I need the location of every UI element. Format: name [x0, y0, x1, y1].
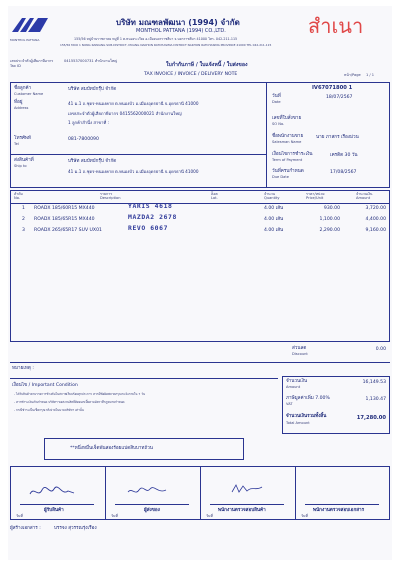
signature-date-label: วันที่ — [206, 514, 213, 518]
document-title-en: TAX INVOICE / INVOICE / DELIVERY NOTE — [144, 72, 238, 77]
document-title-th: ใบกำกับภาษี / ใบแจ้งหนี้ / ใบส่งของ — [166, 62, 248, 68]
sender-signature — [126, 484, 170, 498]
signature-label: พนักงานตรวจสอบเอกสาร — [313, 508, 365, 513]
conditions-title: เงื่อนไข / Important Condition — [12, 383, 78, 388]
remarks-top-rule — [10, 362, 390, 363]
ship-to-name: บริษัท สมบัทบักรุ๊ป จำกัด — [68, 159, 117, 164]
vat-label: ภาษีมูลค่าเพิ่ม 7.00% — [286, 396, 330, 401]
page-label: หน้า/Page — [344, 73, 361, 77]
signature-label: พนักงานตรวจสอบสินค้า — [218, 508, 266, 513]
tax-id-label: เลขประจำตัวผู้เสียภาษีอากร — [10, 59, 54, 63]
due-date-label-en: Due Date — [272, 175, 289, 179]
customer-phone: 081-7800090 — [68, 137, 99, 142]
row-no: 1 — [22, 206, 25, 211]
remark-label: หมายเหตุ : — [12, 366, 34, 371]
due-date-value: 17/08/2567 — [330, 170, 357, 175]
customer-address: 41 ม.1 ถ.ชุดร-หนองคาย ต.หนองบัว อ.เมืองอุดรธานี จ.อุดรธานี 41000 — [68, 101, 199, 106]
row-price: 1,100.00 — [319, 217, 340, 222]
row-quantity: 4.00 เส้น — [264, 228, 284, 233]
condition-line-1: - ได้รับสินค้าตามรายการข้างต้นในสภาพเรียบร้อยทุกประการ หากมีข้อผิดพลาดกรุณาแจ้งภายใน 7 วัน — [14, 392, 146, 396]
signature-divider — [200, 466, 201, 520]
company-name-th: บริษัท มณฑลพัฒนา (1994) จำกัด — [116, 18, 240, 27]
customer-box-divider — [266, 82, 267, 188]
table-row — [8, 202, 392, 217]
condition-line-3: - กรณีชำระเป็นเช็คกรุณาสั่งจ่ายในนามบริษัทฯ เท่านั้น — [14, 408, 84, 412]
so-label-en: SO No. — [272, 122, 285, 126]
signature-label: ผู้ส่งของ — [144, 508, 160, 513]
discount-label-en: Discount — [292, 352, 308, 356]
invoice-page — [8, 6, 392, 560]
ship-to-label: ส่งสินค้าที่ — [14, 158, 34, 163]
company-address-en: 155/56 MOO 1 NONG RAWIANG SUB-DISTRICT, MUANG NAKHON RATCHASIMA DISTRICT NAKHON RATCHASIMA PROVINCE 41000 TEL 042-211-115 — [60, 43, 272, 47]
row-price: 2,290.00 — [319, 228, 340, 233]
page-value: 1 / 1 — [366, 73, 375, 77]
address-label: ที่อยู่ — [14, 100, 23, 105]
row-handwritten-note: YARIS 4618 — [128, 202, 173, 210]
customer-tax-id: เลขประจำตัวผู้เสียภาษีอากร 0415562000021 สำนักงานใหญ่ — [68, 111, 182, 116]
company-logo — [10, 16, 52, 40]
date-value: 18/07/2567 — [326, 95, 353, 100]
customer-name: บริษัท สมบัทบักรุ๊ป จำกัด — [68, 87, 117, 92]
signature-date-label: วันที่ — [111, 514, 118, 518]
address-label-en: Address — [14, 106, 29, 110]
signature-line — [305, 504, 379, 505]
salesman-label-en: Salesman Name — [272, 140, 302, 144]
total-label: จำนวนเงินรวมทั้งสิ้น — [286, 414, 327, 419]
header-description: รายการ Description — [100, 192, 121, 201]
total-in-words: **หนึ่งหมื่นเจ็ดพันสองร้อยแปดสิบบาทถ้วน — [70, 446, 153, 451]
discount-value: 0.00 — [375, 347, 386, 352]
salesman-label: ชื่อพนักงานขาย — [272, 134, 304, 139]
items-header-divider — [10, 203, 390, 204]
discount-label: ส่วนลด — [292, 346, 307, 351]
customer-name-label-en: Customer Name — [14, 92, 44, 96]
header-amount: จำนวนเงิน Amount — [356, 192, 373, 201]
signature-line — [115, 504, 189, 505]
ship-to-address: 41 ม.1 ถ.ชุดร-หนองคาย ต.หนองบัว อ.เมืองอุดรธานี จ.อุดรธานี 41000 — [68, 169, 199, 174]
date-label: วันที่ — [272, 94, 281, 99]
amount-value: 16,149.53 — [362, 380, 386, 385]
row-handwritten-note: REVO 6067 — [128, 224, 169, 232]
row-amount: 4,400.00 — [365, 217, 386, 222]
amount-label-en: Amount — [286, 385, 301, 389]
vat-label-en: VAT — [286, 402, 293, 406]
receiver-signature — [28, 484, 78, 500]
terms-label-en: Term of Payment — [272, 158, 303, 162]
document-number: IV67071800 1 — [312, 85, 353, 91]
signature-line — [20, 504, 94, 505]
signature-line — [210, 504, 284, 505]
company-name-en: MONTHOL PATTANA (1994) CO.,LTD. — [136, 28, 226, 34]
printed-by-label: ผู้สร้างเอกสาร : — [10, 526, 41, 531]
condition-line-2: - หากชำระเงินเกินกำหนด บริษัทฯ ขอสงวนสิทธิ์คิดดอกเบี้ยตามอัตราที่กฎหมายกำหนด — [14, 400, 125, 404]
ship-to-divider — [10, 154, 266, 155]
signature-divider — [105, 466, 106, 520]
row-amount: 3,720.00 — [365, 206, 386, 211]
row-amount: 9,160.00 — [365, 228, 386, 233]
total-label-en: Total Amount — [286, 421, 310, 425]
checker-signature — [230, 482, 266, 496]
date-label-en: Date — [272, 100, 281, 104]
row-description: ROADX 185/60R15 MX440 — [34, 206, 95, 211]
logo-text: MONTHOL PATTANA — [10, 38, 40, 42]
header-quantity: จำนวน Quantity — [264, 192, 280, 201]
printed-by-value: บรรจง สุวรรณรุ่งเรือง — [54, 526, 97, 531]
signature-date-label: วันที่ — [16, 514, 23, 518]
header-lot: ล็อต Lot. — [211, 192, 218, 201]
so-label: เลขที่ใบสั่งขาย — [272, 116, 302, 121]
logo-mark-icon — [10, 16, 52, 34]
customer-branch: 1 ลูกค้าสำนึ่ง สาขาที่ : — [68, 120, 110, 125]
table-row — [8, 224, 392, 239]
row-price: 930.00 — [323, 206, 340, 211]
row-no: 2 — [22, 217, 25, 222]
header-no: ลำดับ No. — [14, 192, 23, 201]
row-description: ROADX 185/65R15 MX440 — [34, 217, 95, 222]
tax-id-value: 0415537000731 สำนักงานใหญ่ — [64, 59, 118, 63]
signature-divider — [295, 466, 296, 520]
terms-label: เงื่อนไขการชำระเงิน — [272, 152, 313, 157]
total-value: 17,280.00 — [356, 415, 386, 421]
terms-value: เครดิต 30 วัน — [330, 153, 358, 158]
row-handwritten-note: MAZDA2 2678 — [128, 213, 177, 221]
vat-value: 1,130.47 — [365, 397, 386, 402]
amount-label: จำนวนเงิน — [286, 379, 308, 384]
phone-label-en: Tel — [14, 142, 19, 146]
signature-label: ผู้รับสินค้า — [44, 508, 64, 513]
row-description: ROADX 265/65R17 SUV UX01 — [34, 228, 102, 233]
copy-stamp: สำเนา — [308, 14, 364, 38]
header-price: ราคา/หน่วย Price/Unit — [306, 192, 325, 201]
row-quantity: 4.00 เส้น — [264, 206, 284, 211]
tax-id-en: Tax ID — [10, 64, 21, 68]
signature-date-label: วันที่ — [301, 514, 308, 518]
ship-to-label-en: Ship to — [14, 164, 27, 168]
phone-label: โทรศัพท์ — [14, 136, 31, 141]
table-row — [8, 213, 392, 228]
company-address-th: 155/56 หมู่บ้านราชภาคย หมู่ที่ 1 ต.หนองระเวียง อ.เมืองนครราชสีมา จ.นครราชสีมา 41000 โทร. 042-211-115 — [74, 37, 238, 41]
remarks-bottom-rule — [10, 378, 278, 379]
row-quantity: 4.00 เส้น — [264, 217, 284, 222]
due-date-label: วันที่ครบกำหนด — [272, 169, 304, 174]
row-no: 3 — [22, 228, 25, 233]
salesman-value: นาย ภาสกร เรืองม่วน — [316, 135, 359, 140]
customer-name-label: ชื่อลูกค้า — [14, 86, 32, 91]
